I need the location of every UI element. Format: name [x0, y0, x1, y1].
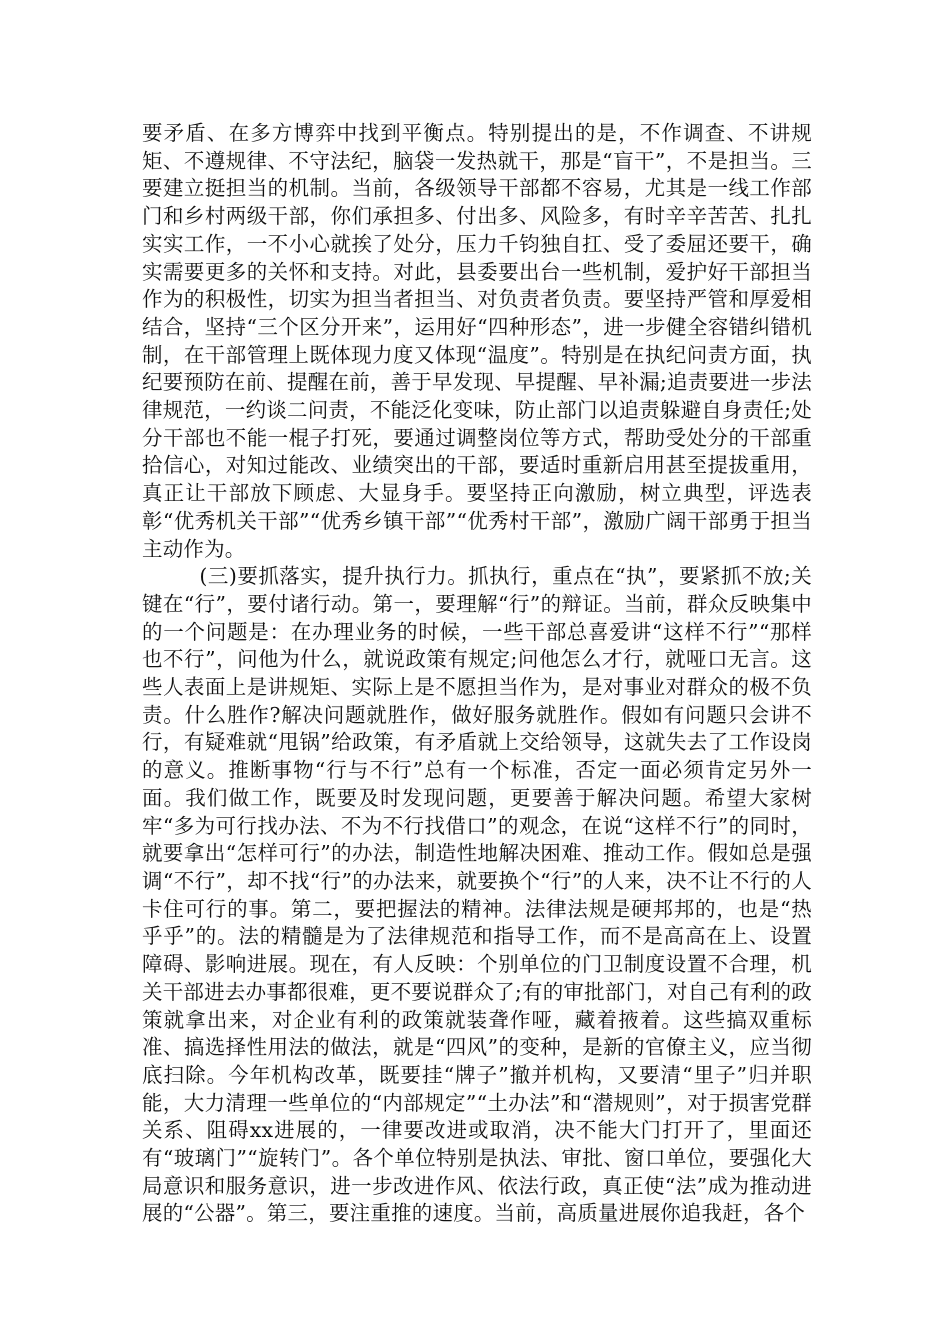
document-page [142, 120, 812, 1228]
paragraph-2: (三)要抓落实，提升执行力。抓执行，重点在“执”，要紧抓不放;关键在“行”，要付诸行动。第一，要理解“行”的辩证。当前，群众反映集中的一个问题是：在办理业务的时候，一些干部总喜爱讲“这样不行”“那样也不行”，问他为什么，就说政策有规定;问他怎么才行，就哑口无言。这些人表面上是讲规矩、实际上是不愿担当作为，是对事业对群众的极不负责。什么胜作?解决问题就胜作，做好服务就胜作。假如有问题只会讲不行，有疑难就“甩锅”给政策，有矛盾就上交给领导，这就失去了工作设岗的意义。推断事物“行与不行”总有一个标准，否定一面必须肯定另外一面。我们做工作，既要及时发现问题，更要善于解决问题。希望大家树牢“多为可行找办法、不为不行找借口”的观念，在说“这样不行”的同时，就要拿出“怎样可行”的办法，制造性地解决困难、推动工作。假如总是强调“不行”，却不找“行”的办法来，就要换个“行”的人来，决不让不行的人卡住可行的事。第二，要把握法的精神。法律法规是硬邦邦的，也是“热乎乎”的。法的精髓是为了法律规范和指导工作，而不是高高在上、设置障碍、影响进展。现在，有人反映：个别单位的门卫制度设置不合理，机关干部进去办事都很难，更不要说群众了;有的审批部门，对自己有利的政策就拿出来，对企业有利的政策就装聋作哑，藏着掖着。这些搞双重标准、搞选择性用法的做法，就是“四风”的变种，是新的官僚主义，应当彻底扫除。今年机构改革，既要挂“牌子”撤并机构，又要清“里子”归并职能，大力清理一些单位的“内部规定”“土办法”和“潜规则”，对于损害党群关系、阻碍xx进展的，一律要改进或取消，决不能大门打开了，里面还有“玻璃门”“旋转门”。各个单位特别是执法、审批、窗口单位，要强化大局意识和服务意识，进一步改进作风、依法行政，真正使“法”成为推动进展的“公器”。第三，要注重推的速度。当前，高质量进展你追我赶，各个 [142, 564, 812, 1226]
paragraph-1: 要矛盾、在多方博弈中找到平衡点。特别提出的是，不作调查、不讲规矩、不遵规律、不守法纪，脑袋一发热就干，那是“盲干”，不是担当。三要建立挺担当的机制。当前，各级领导干部都不容易，尤其是一线工作部门和乡村两级干部，你们承担多、付出多、风险多，有时辛辛苦苦、扎扎实实工作，一不小心就挨了处分，压力千钧独自扛、受了委屈还要干，确实需要更多的关怀和支持。对此，县委要出台一些机制，爱护好干部担当作为的积极性，切实为担当者担当、对负责者负责。要坚持严管和厚爱相结合，坚持“三个区分开来”，运用好“四种形态”，进一步健全容错纠错机制，在干部管理上既体现力度又体现“温度”。特别是在执纪问责方面，执纪要预防在前、提醒在前，善于早发现、早提醒、早补漏;追责要进一步法律规范，一约谈二问责，不能泛化变味，防止部门以追责躲避自身责任;处分干部也不能一棍子打死，要通过调整岗位等方式，帮助受处分的干部重拾信心，对知过能改、业绩突出的干部，要适时重新启用甚至提拔重用，真正让干部放下顾虑、大显身手。要坚持正向激励，树立典型，评选表彰“优秀机关干部”“优秀乡镇干部”“优秀村干部”，激励广阔干部勇于担当主动作为。 [142, 121, 812, 561]
